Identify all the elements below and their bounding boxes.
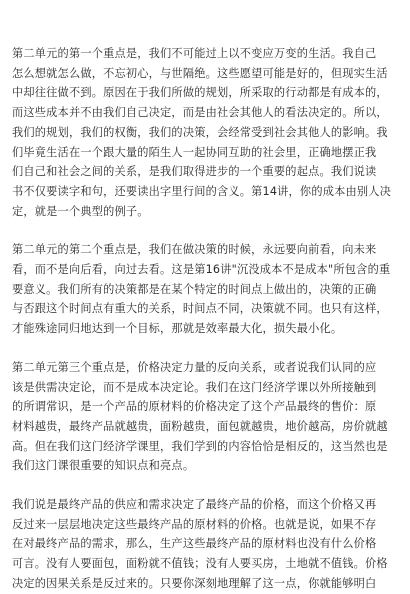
text-line: 材料越贵，最终产品就越贵，面粉越贵，面包就越贵，地价越高，房价就越 <box>12 419 388 433</box>
text-line: 而这些成本并不由我们自己决定，而是由社会其他人的看法决定的。所以， <box>12 106 388 120</box>
text-line: 我们的规划，我们的权衡，我们的决策，会经常受到社会其他人的影响。我 <box>12 125 388 139</box>
text-line: 们自己和社会之间的关系，是我们取得进步的一个重要的起点。我们说读 <box>12 165 377 179</box>
text-line: 反过来一层层地决定这些最终产品的原材料的价格。也就是说，如果不存 <box>12 517 377 531</box>
text-line: 与否跟这个时间点有重大的关系，时间点不同，决策就不同。也只有这样， <box>12 302 388 316</box>
text-line: 的所谓常识，是一个产品的原材料的价格决定了这个产品最终的售价：原 <box>12 400 377 414</box>
text-line: 决定的因果关系是反过来的。只要你深刻地理解了这一点，你就能够明白 <box>12 576 377 590</box>
text-line: 中却往往做不到。原因在于我们所做的规划，所采取的行动都是有成本的， <box>12 86 388 100</box>
text-line: 第二单元第三个重点是，价格决定力量的反向关系，或者说我们认同的应 <box>12 360 377 374</box>
text-line: 我们说是最终产品的供应和需求决定了最终产品的价格，而这个价格又再 <box>12 498 377 512</box>
text-line: 可言。没有人要面包，面粉就不值钱；没有人要买房，土地就不值钱。价格 <box>12 557 388 571</box>
text-line: 看，而不是向后看，向过去看。这是第16讲"沉没成本不是成本"所包含的重 <box>12 263 391 277</box>
text-line: 们毕竟生活在一个跟大量的陌生人一起协同互助的社会里，正确地摆正我 <box>12 145 377 159</box>
text-line: 该是供需决定论，而不是成本决定论。我们在这门经济学课以外所接触到 <box>12 380 377 394</box>
text-line: 定，就是一个典型的例子。 <box>12 204 149 218</box>
text-line: 我们这门课很重要的知识点和亮点。 <box>12 459 195 473</box>
paragraph-2 <box>12 240 394 339</box>
text-line: 书不仅要读字和句，还要读出字里行间的含义。第14讲，你的成本由别人决 <box>12 184 392 198</box>
paragraph-3 <box>12 358 394 476</box>
text-line: 怎么想就怎么做，不忘初心，与世隔绝。这些愿望可能是好的，但现实生活 <box>12 66 388 80</box>
text-line: 要意义。我们所有的决策都是在某个特定的时间点上做出的，决策的正确 <box>12 282 377 296</box>
text-line: 在对最终产品的需求，那么，生产这些最终产品的原材料也没有什么价格 <box>12 537 377 551</box>
paragraph-4 <box>12 495 394 594</box>
text-line: 才能殊途同归地达到一个目标，那就是效率最大化，损失最小化。 <box>12 322 343 336</box>
paragraph-1 <box>12 44 394 221</box>
text-line: 第二单元的第一个重点是，我们不可能过上以不变应万变的生活。我自己 <box>12 47 377 60</box>
text-line: 第二单元的第二个重点是，我们在做决策的时候，永远要向前看，向未来 <box>12 243 377 257</box>
text-line: 高。但在我们这门经济学课里，我们学到的内容恰恰是相反的，这当然也是 <box>12 439 388 453</box>
